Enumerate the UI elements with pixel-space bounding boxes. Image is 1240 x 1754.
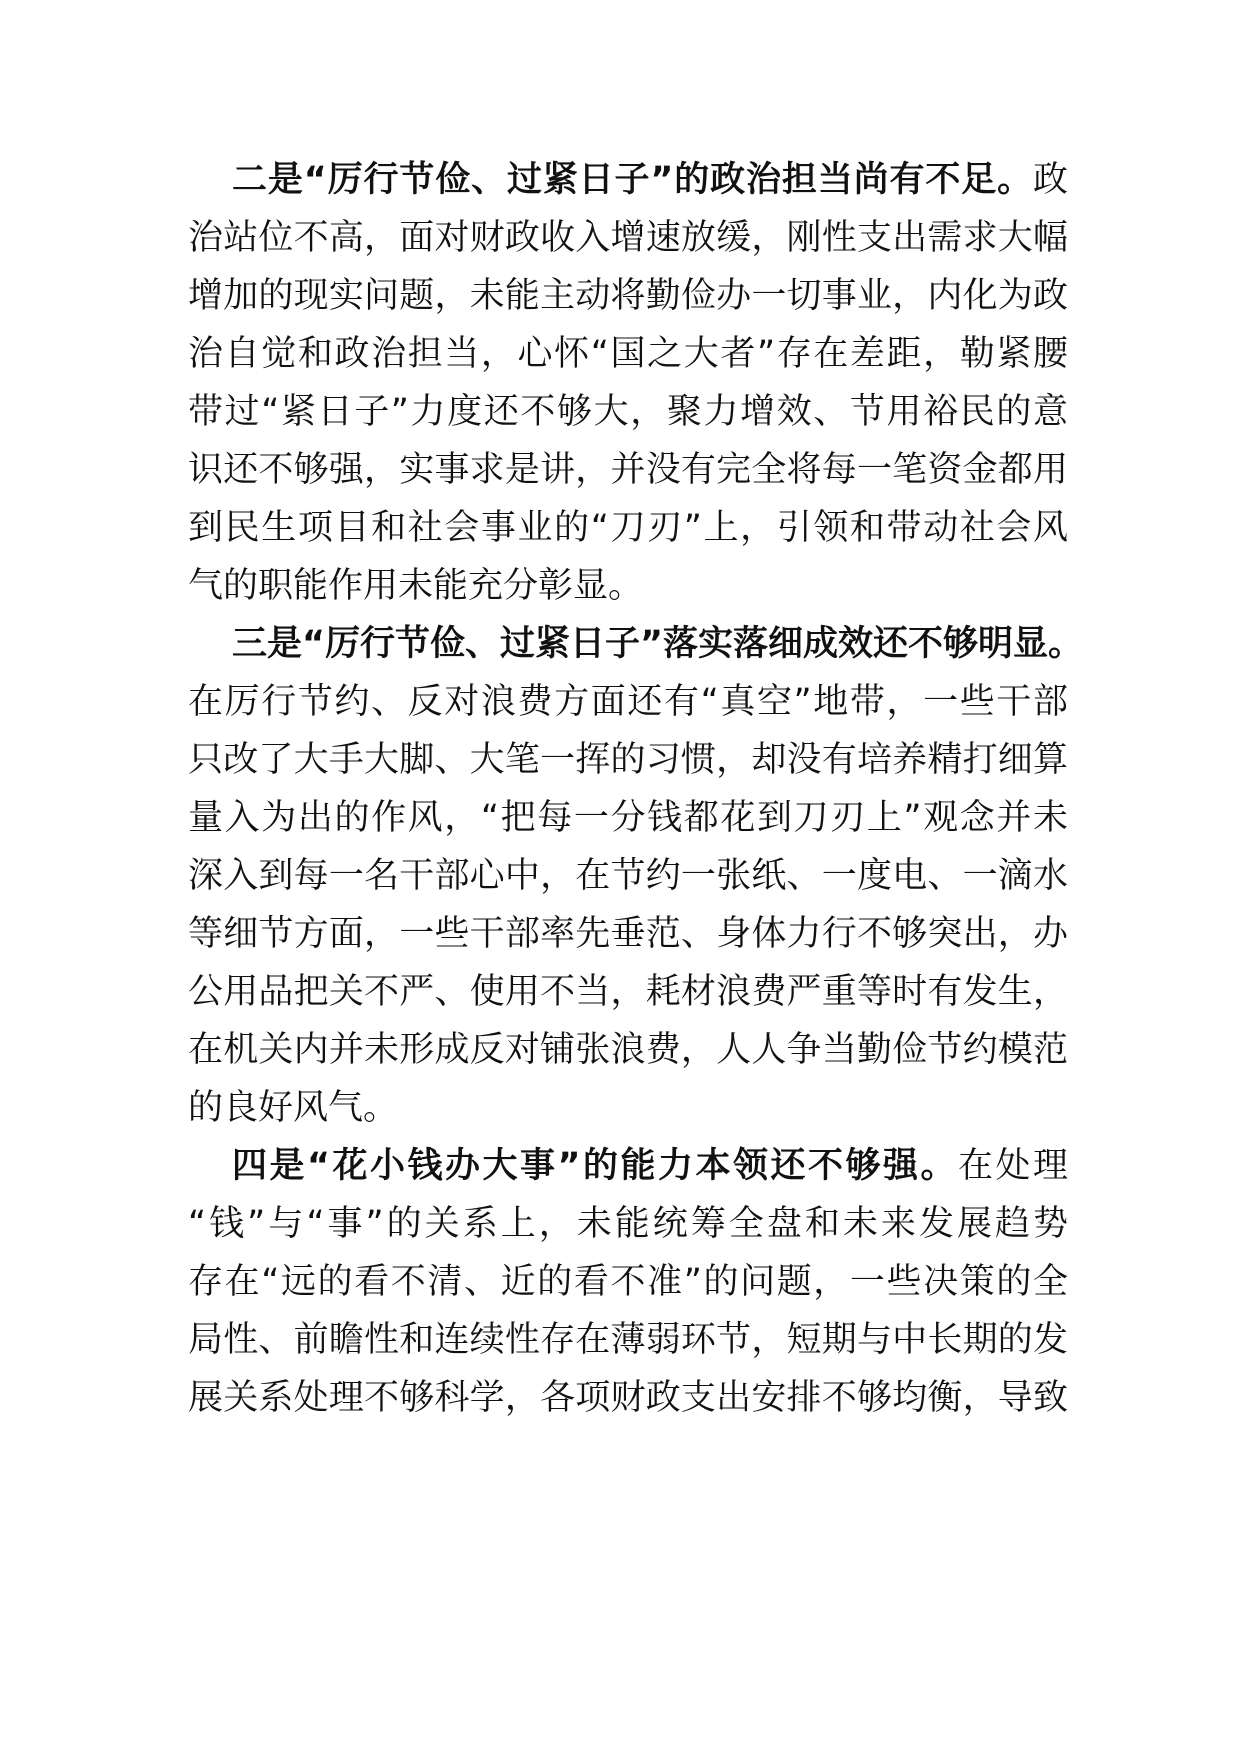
paragraph-1-line-5: 带过“紧日子”力度还不够大，聚力增效、节用裕民的意 <box>188 392 1068 432</box>
paragraph-2-line-2: 在厉行节约、反对浪费方面还有“真空”地带，一些干部 <box>188 682 1068 722</box>
paragraph-1-line-1-text: 政 <box>1032 160 1068 200</box>
paragraph-2-line-6: 等细节方面，一些干部率先垂范、身体力行不够突出，办 <box>188 914 1068 954</box>
paragraph-1-line-6: 识还不够强，实事求是讲，并没有完全将每一笔资金都用 <box>188 450 1068 490</box>
paragraph-3-line-5: 展关系处理不够科学，各项财政支出安排不够均衡，导致 <box>188 1378 1068 1418</box>
paragraph-2-line-3: 只改了大手大脚、大笔一挥的习惯，却没有培养精打细算 <box>188 740 1068 780</box>
paragraph-1-line-4: 治自觉和政治担当，心怀“国之大者”存在差距，勒紧腰 <box>188 334 1068 374</box>
paragraph-1-line-8: 气的职能作用未能充分彰显。 <box>188 566 644 606</box>
paragraph-2-line-1 <box>232 614 1083 674</box>
paragraph-1-line-3: 增加的现实问题，未能主动将勤俭办一切事业，内化为政 <box>188 276 1068 316</box>
paragraph-3-heading: 四是“花小钱办大事”的能力本领还不够强。 <box>232 1146 958 1186</box>
paragraph-3-line-1-text: 在处理 <box>957 1146 1068 1186</box>
paragraph-2-line-4: 量入为出的作风，“把每一分钱都花到刀刃上”观念并未 <box>188 798 1068 838</box>
paragraph-2-heading: 三是“厉行节俭、过紧日子”落实落细成效还不够明显。 <box>232 624 1084 664</box>
paragraph-3-line-4: 局性、前瞻性和连续性存在薄弱环节，短期与中长期的发 <box>188 1320 1068 1360</box>
paragraph-1-line-1 <box>232 150 1068 210</box>
paragraph-2-line-8: 在机关内并未形成反对铺张浪费，人人争当勤俭节约模范 <box>188 1030 1068 1070</box>
paragraph-3-line-3: 存在“远的看不清、近的看不准”的问题，一些决策的全 <box>188 1262 1068 1302</box>
paragraph-2-line-9: 的良好风气。 <box>188 1088 399 1128</box>
paragraph-1-heading: 二是“厉行节俭、过紧日子”的政治担当尚有不足。 <box>232 160 1033 200</box>
paragraph-2-line-7: 公用品把关不严、使用不当，耗材浪费严重等时有发生， <box>188 972 1068 1012</box>
paragraph-2-line-5: 深入到每一名干部心中，在节约一张纸、一度电、一滴水 <box>188 856 1068 896</box>
paragraph-3-line-1 <box>232 1136 1068 1196</box>
paragraph-1-line-7: 到民生项目和社会事业的“刀刃”上，引领和带动社会风 <box>188 508 1068 548</box>
paragraph-1-line-2: 治站位不高，面对财政收入增速放缓，刚性支出需求大幅 <box>188 218 1068 258</box>
paragraph-3-line-2: “钱”与“事”的关系上，未能统筹全盘和未来发展趋势 <box>188 1204 1068 1244</box>
